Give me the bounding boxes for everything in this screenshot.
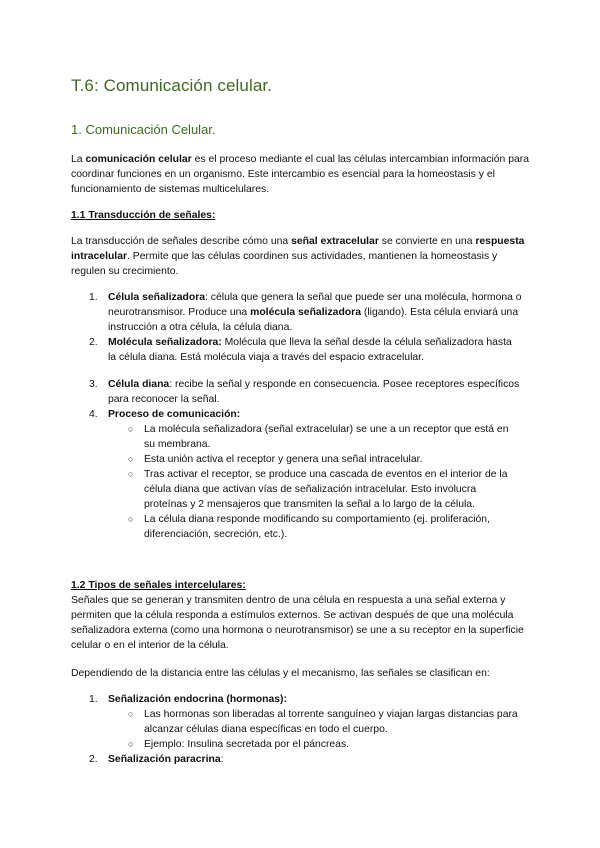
term-proceso: Proceso de comunicación: — [108, 409, 241, 420]
list-number: 2. — [89, 754, 98, 765]
point-text: Las hormonas son liberadas al torrente sanguíneo y viajan largas distancias para alcanzar células diana específicas en todo el cuerpo. — [144, 709, 518, 735]
item-text: Molécula que lleva la señal desde la célula señalizadora hasta la célula diana. Está molécula viaja a través del espacio extracelular. — [108, 337, 512, 363]
hollow-bullet-icon: ○ — [128, 709, 134, 719]
intro-term: comunicación celular — [85, 154, 192, 165]
term-paracrina: Señalización paracrina — [108, 754, 221, 765]
list-number: 1. — [89, 292, 98, 303]
list-number: 1. — [89, 694, 98, 705]
trans-term-respuesta: respuesta intracelular — [71, 236, 525, 262]
list-item — [128, 512, 522, 542]
term-endocrina: Señalización endocrina (hormonas): — [108, 694, 287, 705]
endocrine-points — [128, 707, 522, 752]
transduccion-paragraph — [71, 234, 531, 279]
list-item — [128, 707, 522, 737]
transduccion-list-a — [89, 290, 522, 365]
term-celula-senalizadora: Célula señalizadora — [108, 292, 206, 303]
section-heading-comunicacion: 1. Comunicación Celular. — [71, 122, 216, 137]
process-steps-list — [128, 422, 522, 542]
hollow-bullet-icon: ○ — [128, 454, 134, 464]
term-molecula: Molécula señalizadora: — [108, 337, 222, 348]
clasificacion-paragraph: Dependiendo de la distancia entre las células y el mecanismo, las señales se clasifican en: — [71, 668, 490, 679]
item-text: : — [220, 754, 224, 765]
transduccion-list-b — [89, 377, 522, 542]
list-item — [128, 422, 522, 452]
hollow-bullet-icon: ○ — [128, 739, 134, 749]
term-celula-diana: Célula diana — [108, 379, 170, 390]
subheading-tipos-senales: 1.2 Tipos de señales intercelulares: — [71, 580, 246, 591]
intro-paragraph — [71, 152, 531, 197]
subheading-transduccion: 1.1 Transducción de señales: — [71, 210, 216, 221]
list-number: 2. — [89, 337, 98, 348]
list-item — [89, 407, 522, 542]
list-item — [128, 452, 522, 467]
step-text: La molécula señalizadora (señal extracelular) se une a un receptor que está en su membrana. — [144, 424, 509, 450]
document-title: T.6: Comunicación celular. — [71, 76, 273, 95]
trans-text-e: . Permite que las células coordinen sus actividades, mantienen la homeostasis y regulen su crecimiento. — [71, 251, 498, 277]
tipos-paragraph: Señales que se generan y transmiten dentro de una célula en respuesta a una señal externa y permiten que la célula responda a estímulos externos. Se activan después de que una molécula señalizadora externa (como una hormona o neurotransmisor) se une a su receptor en la superficie celular o en el interior de la célula. — [71, 595, 524, 651]
hollow-bullet-icon: ○ — [128, 469, 134, 479]
trans-text-a: La transducción de señales describe cómo una — [71, 236, 292, 247]
list-item — [128, 467, 522, 512]
list-item — [89, 752, 522, 767]
trans-text-c: se convierte en una — [378, 236, 476, 247]
list-number: 4. — [89, 409, 98, 420]
term-molecula-senalizadora: molécula señalizadora — [250, 307, 361, 318]
item-text: : célula que genera la señal que puede ser una molécula, hormona o neurotransmisor. Produce una — [108, 292, 522, 318]
list-item — [89, 335, 522, 365]
step-text: Tras activar el receptor, se produce una cascada de eventos en el interior de la célula diana que activan vías de señalización intracelular. Esto involucra proteínas y 2 mensajeros que transmiten la señal a lo largo de la célula. — [144, 469, 508, 510]
list-item — [89, 290, 522, 335]
step-text: La célula diana responde modificando su comportamiento (ej. proliferación, diferenciación, secreción, etc.). — [144, 514, 490, 540]
hollow-bullet-icon: ○ — [128, 424, 134, 434]
step-text: Esta unión activa el receptor y genera una señal intracelular. — [144, 454, 423, 465]
hollow-bullet-icon: ○ — [128, 514, 134, 524]
item-text: (ligando). Esta célula enviará una instrucción a otra célula, la célula diana. — [108, 307, 519, 333]
intro-text-c: es el proceso mediante el cual las células intercambian información para coordinar funciones en un organismo. Este intercambio es esencial para la homeostasis y el funcionamiento de sistemas multicelulares. — [71, 154, 530, 195]
tipos-list — [89, 692, 522, 767]
list-item — [128, 737, 522, 752]
list-number: 3. — [89, 379, 98, 390]
list-item — [89, 377, 522, 407]
list-item — [89, 692, 522, 752]
intro-text-a: La — [71, 154, 86, 165]
trans-term-senal: señal extracelular — [291, 236, 379, 247]
point-text: Ejemplo: Insulina secretada por el páncreas. — [144, 739, 350, 750]
item-text: : recibe la señal y responde en consecuencia. Posee receptores específicos para reconocer la señal. — [108, 379, 520, 405]
